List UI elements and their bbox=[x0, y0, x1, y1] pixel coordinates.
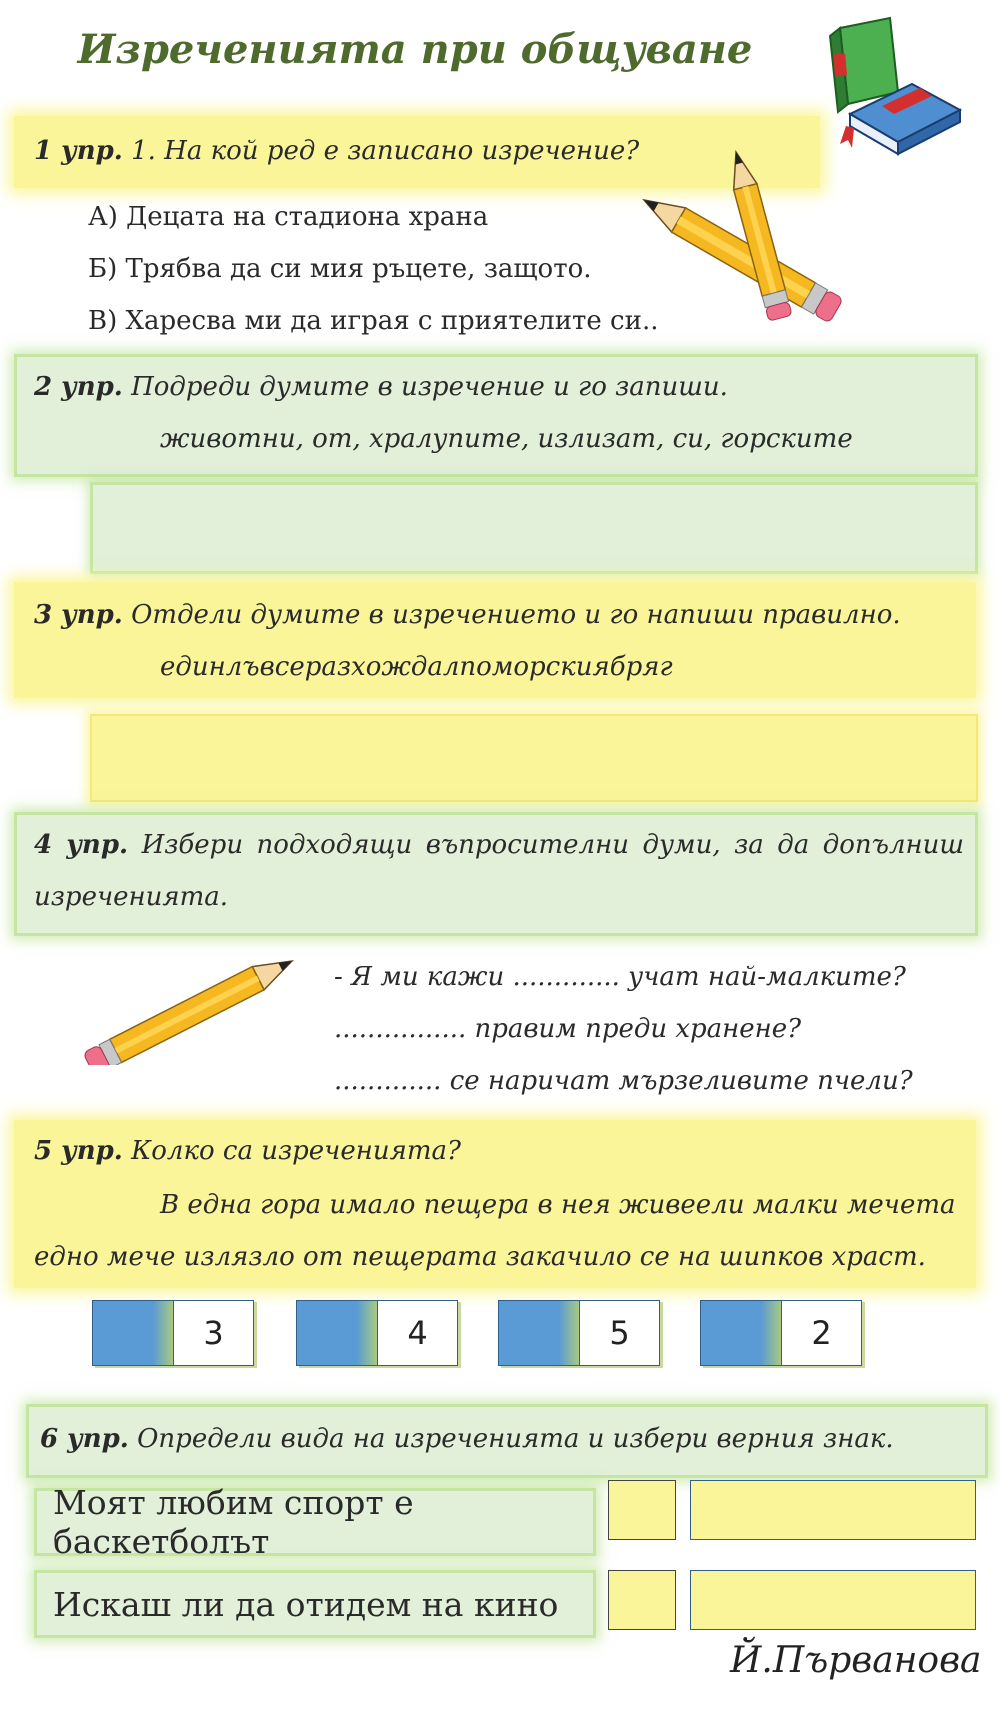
books-icon bbox=[820, 14, 970, 164]
exercise-6-label: 6 упр. bbox=[40, 1424, 129, 1454]
exercise-1-option-a: А) Децата на стадиона храна bbox=[88, 202, 489, 232]
author-signature: Й.Първанова bbox=[730, 1640, 982, 1681]
choice-checkbox[interactable] bbox=[498, 1300, 580, 1366]
sentence-2-type-box[interactable] bbox=[690, 1570, 976, 1630]
exercise-6-instruction: Определи вида на изреченията и избери верния знак. bbox=[137, 1424, 894, 1454]
exercise-3-text: единлъвсеразхождалпоморскиябряг bbox=[160, 652, 673, 682]
choice-checkbox[interactable] bbox=[296, 1300, 378, 1366]
sentence-1-type-box[interactable] bbox=[690, 1480, 976, 1540]
pencil-icon bbox=[640, 148, 880, 328]
page-title: Изреченията при общуване bbox=[77, 26, 753, 73]
exercise-3-label: 3 упр. bbox=[34, 600, 123, 630]
pencil-icon bbox=[52, 955, 302, 1065]
exercise-2-words: животни, от, хралупите, излизат, си, горските bbox=[160, 424, 853, 454]
choice-checkbox[interactable] bbox=[92, 1300, 174, 1366]
exercise-4-instruction-line2: изреченията. bbox=[34, 882, 229, 912]
exercise-5-text-line2: едно мече излязло от пещерата закачило се на шипков храст. bbox=[34, 1242, 926, 1272]
answer-choice-4[interactable] bbox=[296, 1300, 458, 1366]
answer-choice-5[interactable] bbox=[498, 1300, 660, 1366]
choice-number: 3 bbox=[174, 1300, 254, 1366]
sentence-1: Моят любим спорт е баскетболът bbox=[34, 1488, 596, 1556]
exercise-1-option-c: В) Харесва ми да играя с приятелите си.. bbox=[88, 306, 659, 336]
exercise-4-instruction: Избери подходящи въпросителни думи, за да допълниш bbox=[141, 830, 964, 860]
exercise-5-header bbox=[34, 1136, 461, 1166]
exercise-5-label: 5 упр. bbox=[34, 1136, 123, 1166]
exercise-1-label: 1 упр. bbox=[34, 136, 123, 166]
sentence-2-sign-box[interactable] bbox=[608, 1570, 676, 1630]
exercise-3-answer-box[interactable] bbox=[90, 714, 978, 802]
sentence-2: Искаш ли да отидем на кино bbox=[34, 1570, 596, 1638]
exercise-4-line-3: ............. се наричат мързеливите пчели? bbox=[334, 1066, 913, 1096]
exercise-1-question: 1. На кой ред е записано изречение? bbox=[131, 136, 640, 166]
exercise-4-line-2: ................ правим преди хранене? bbox=[334, 1014, 802, 1044]
exercise-3-header bbox=[34, 600, 901, 630]
exercise-4-instruction-line1 bbox=[34, 830, 964, 860]
choice-checkbox[interactable] bbox=[700, 1300, 782, 1366]
exercise-1-option-b: Б) Трябва да си мия ръцете, защото. bbox=[88, 254, 592, 284]
exercise-4-line-1: - Я ми кажи ............. учат най-малките? bbox=[334, 962, 906, 992]
answer-choice-2[interactable] bbox=[700, 1300, 862, 1366]
exercise-2-answer-box[interactable] bbox=[90, 482, 978, 574]
exercise-2-label: 2 упр. bbox=[34, 372, 123, 402]
exercise-2-header bbox=[34, 372, 728, 402]
choice-number: 2 bbox=[782, 1300, 862, 1366]
exercise-1-header bbox=[34, 136, 639, 166]
choice-number: 5 bbox=[580, 1300, 660, 1366]
exercise-2-instruction: Подреди думите в изречение и го запиши. bbox=[131, 372, 728, 402]
answer-choice-3[interactable] bbox=[92, 1300, 254, 1366]
exercise-6-header bbox=[40, 1424, 894, 1454]
exercise-4-label: 4 упр. bbox=[34, 830, 129, 860]
exercise-5-question: Колко са изреченията? bbox=[131, 1136, 461, 1166]
exercise-3-instruction: Отдели думите в изречението и го напиши правилно. bbox=[131, 600, 901, 630]
sentence-1-sign-box[interactable] bbox=[608, 1480, 676, 1540]
choice-number: 4 bbox=[378, 1300, 458, 1366]
exercise-5-text-line1: В една гора имало пещера в нея живеели малки мечета bbox=[160, 1190, 956, 1220]
